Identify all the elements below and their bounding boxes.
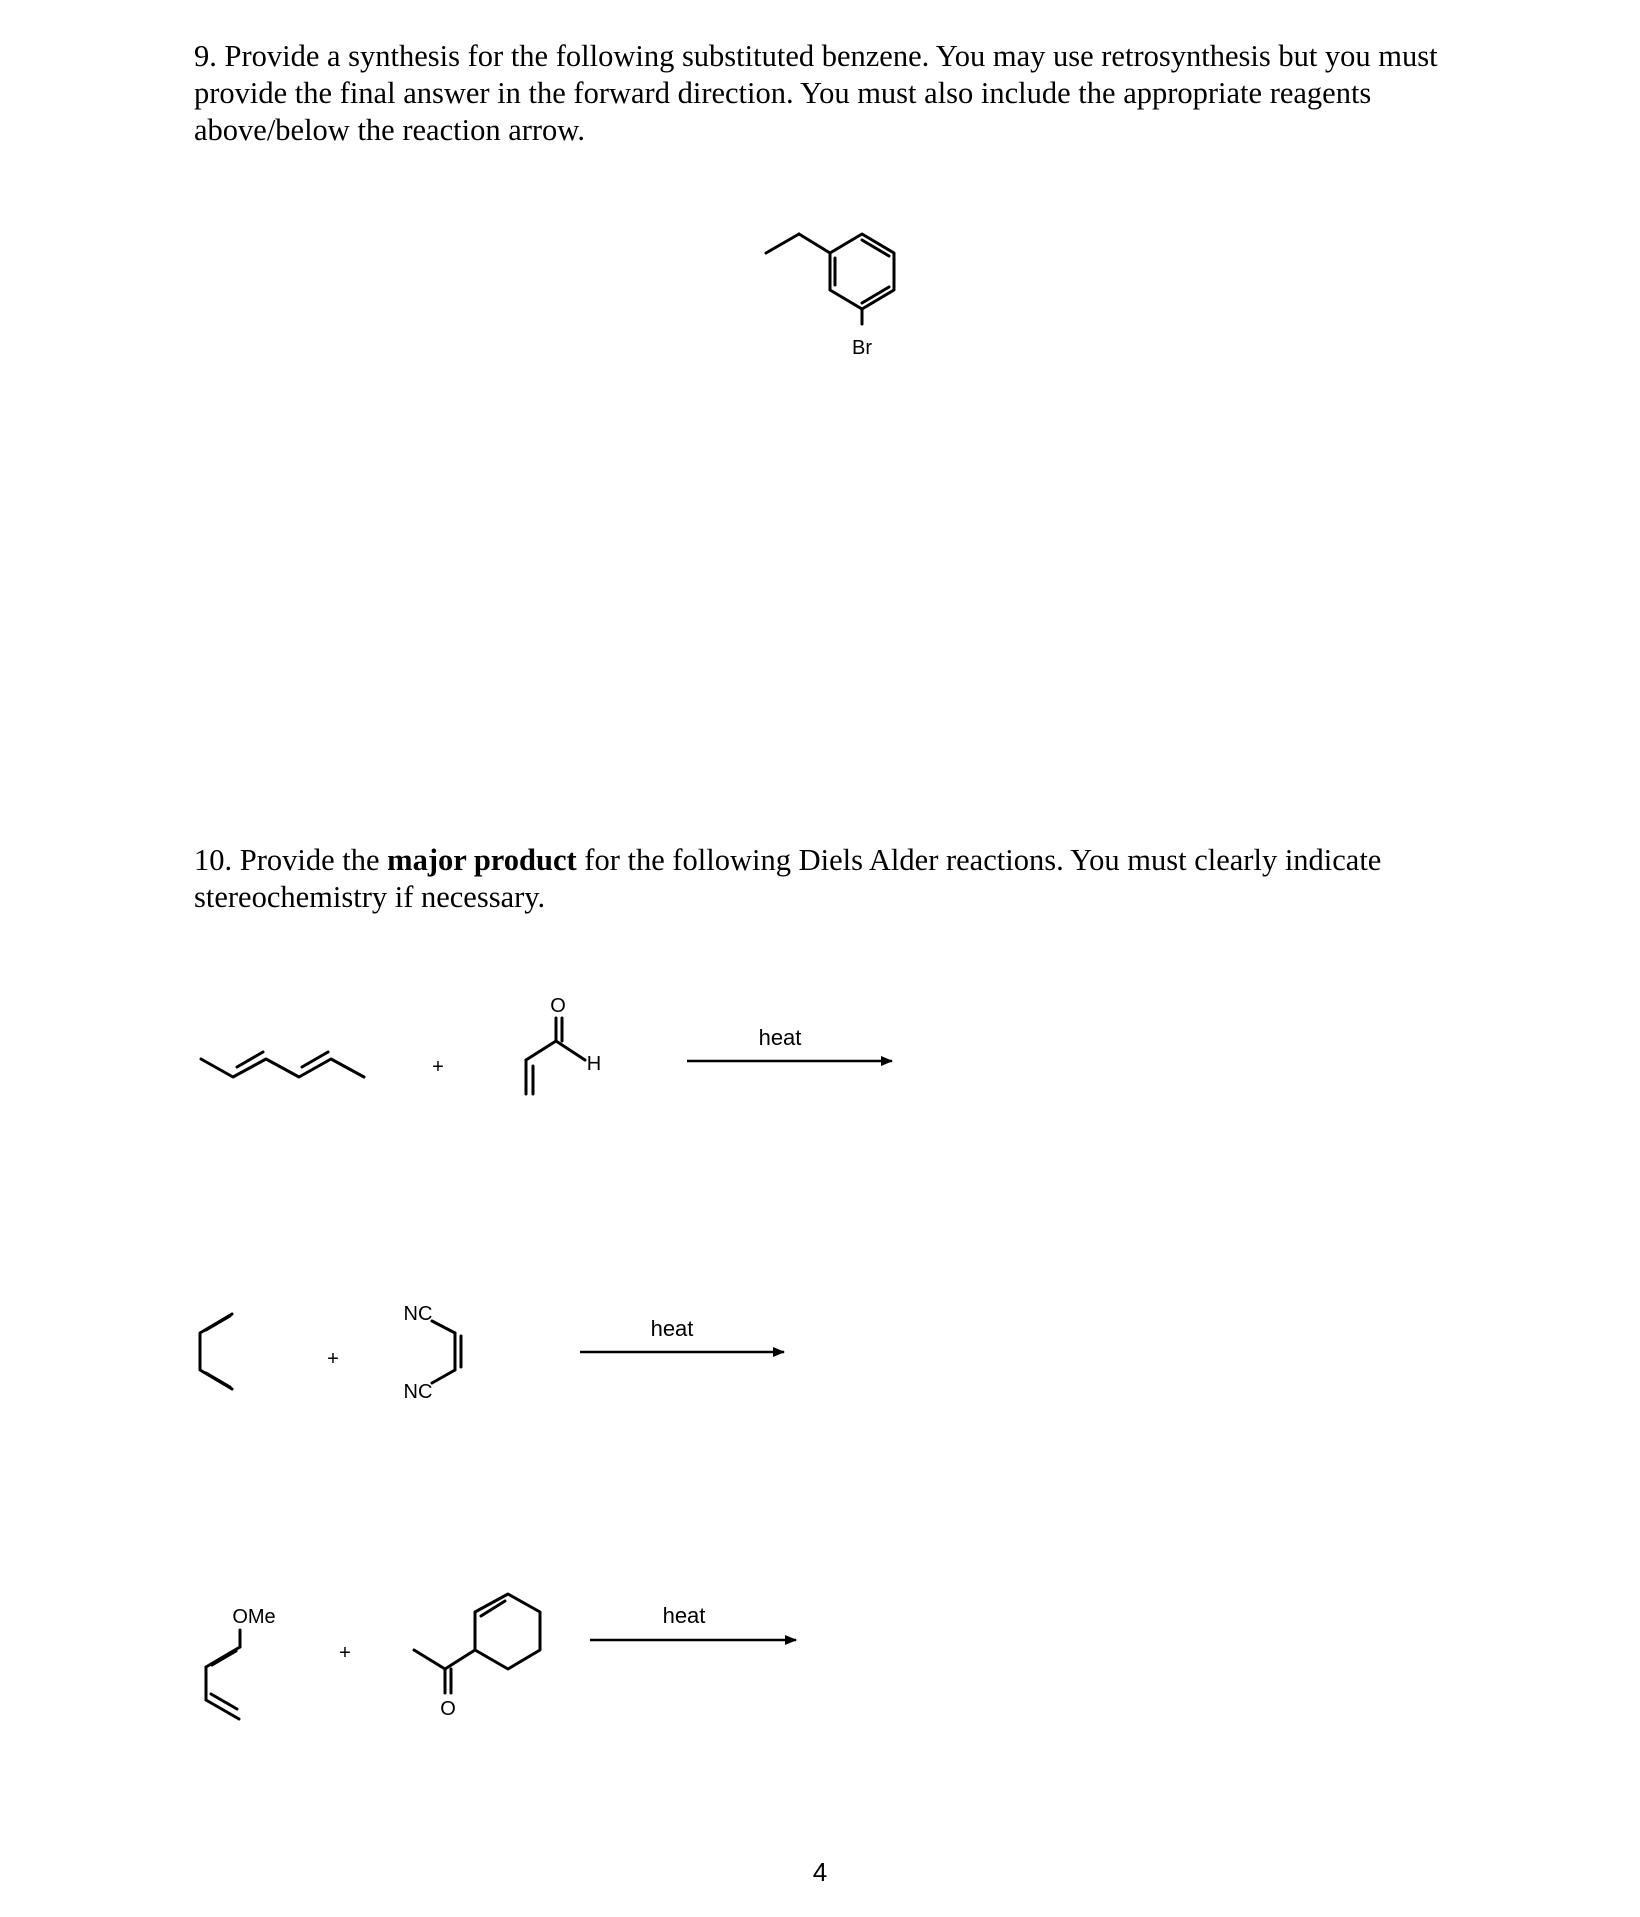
q9-benzene-ring [830, 234, 894, 309]
r1-condition-label: heat [758, 1025, 802, 1050]
q9-ethyl-bond-2 [766, 234, 799, 253]
r1-dienophile [526, 1018, 585, 1094]
r3-cyclohexene-ring [475, 1594, 540, 1669]
r3-oxygen-label: O [440, 1698, 456, 1720]
r3-condition-label: heat [662, 1603, 706, 1628]
r1-hydrogen-label: H [586, 1053, 602, 1075]
r1-diene [201, 1052, 364, 1077]
r2-dienophile [432, 1321, 461, 1383]
r2-nitrile-bottom-label: NC [403, 1381, 433, 1403]
r2-plus-sign: + [327, 1348, 339, 1370]
r3-methoxy-label: OMe [232, 1606, 276, 1628]
r1-oxygen-label: O [550, 995, 566, 1017]
r3-dienophile [414, 1594, 540, 1693]
r1-plus-sign: + [432, 1056, 444, 1078]
question-10-text-prefix: 10. Provide the [194, 843, 388, 877]
question-9-text: 9. Provide a synthesis for the following substituted benzene. You may use retrosynthesis but you must provide the final answer in the forward direction. You must also include the appropriate reagents above/below the reaction arrow. [194, 39, 1438, 147]
r2-condition-label: heat [650, 1316, 694, 1341]
page-number: 4 [812, 1857, 828, 1887]
r3-diene [206, 1630, 240, 1719]
question-10-text-suffix: for the following Diels Alder reactions. You must clearly indicate stereochemistry if necessary. [194, 843, 1382, 914]
q9-target-molecule [766, 234, 894, 324]
question-10-bold-phrase: major product [387, 843, 577, 877]
r2-diene [200, 1314, 232, 1389]
q9-ethyl-bond-1 [799, 234, 830, 253]
q9-bromine-label: Br [852, 337, 872, 359]
r3-plus-sign: + [339, 1642, 351, 1664]
r2-nitrile-top-label: NC [403, 1303, 433, 1325]
